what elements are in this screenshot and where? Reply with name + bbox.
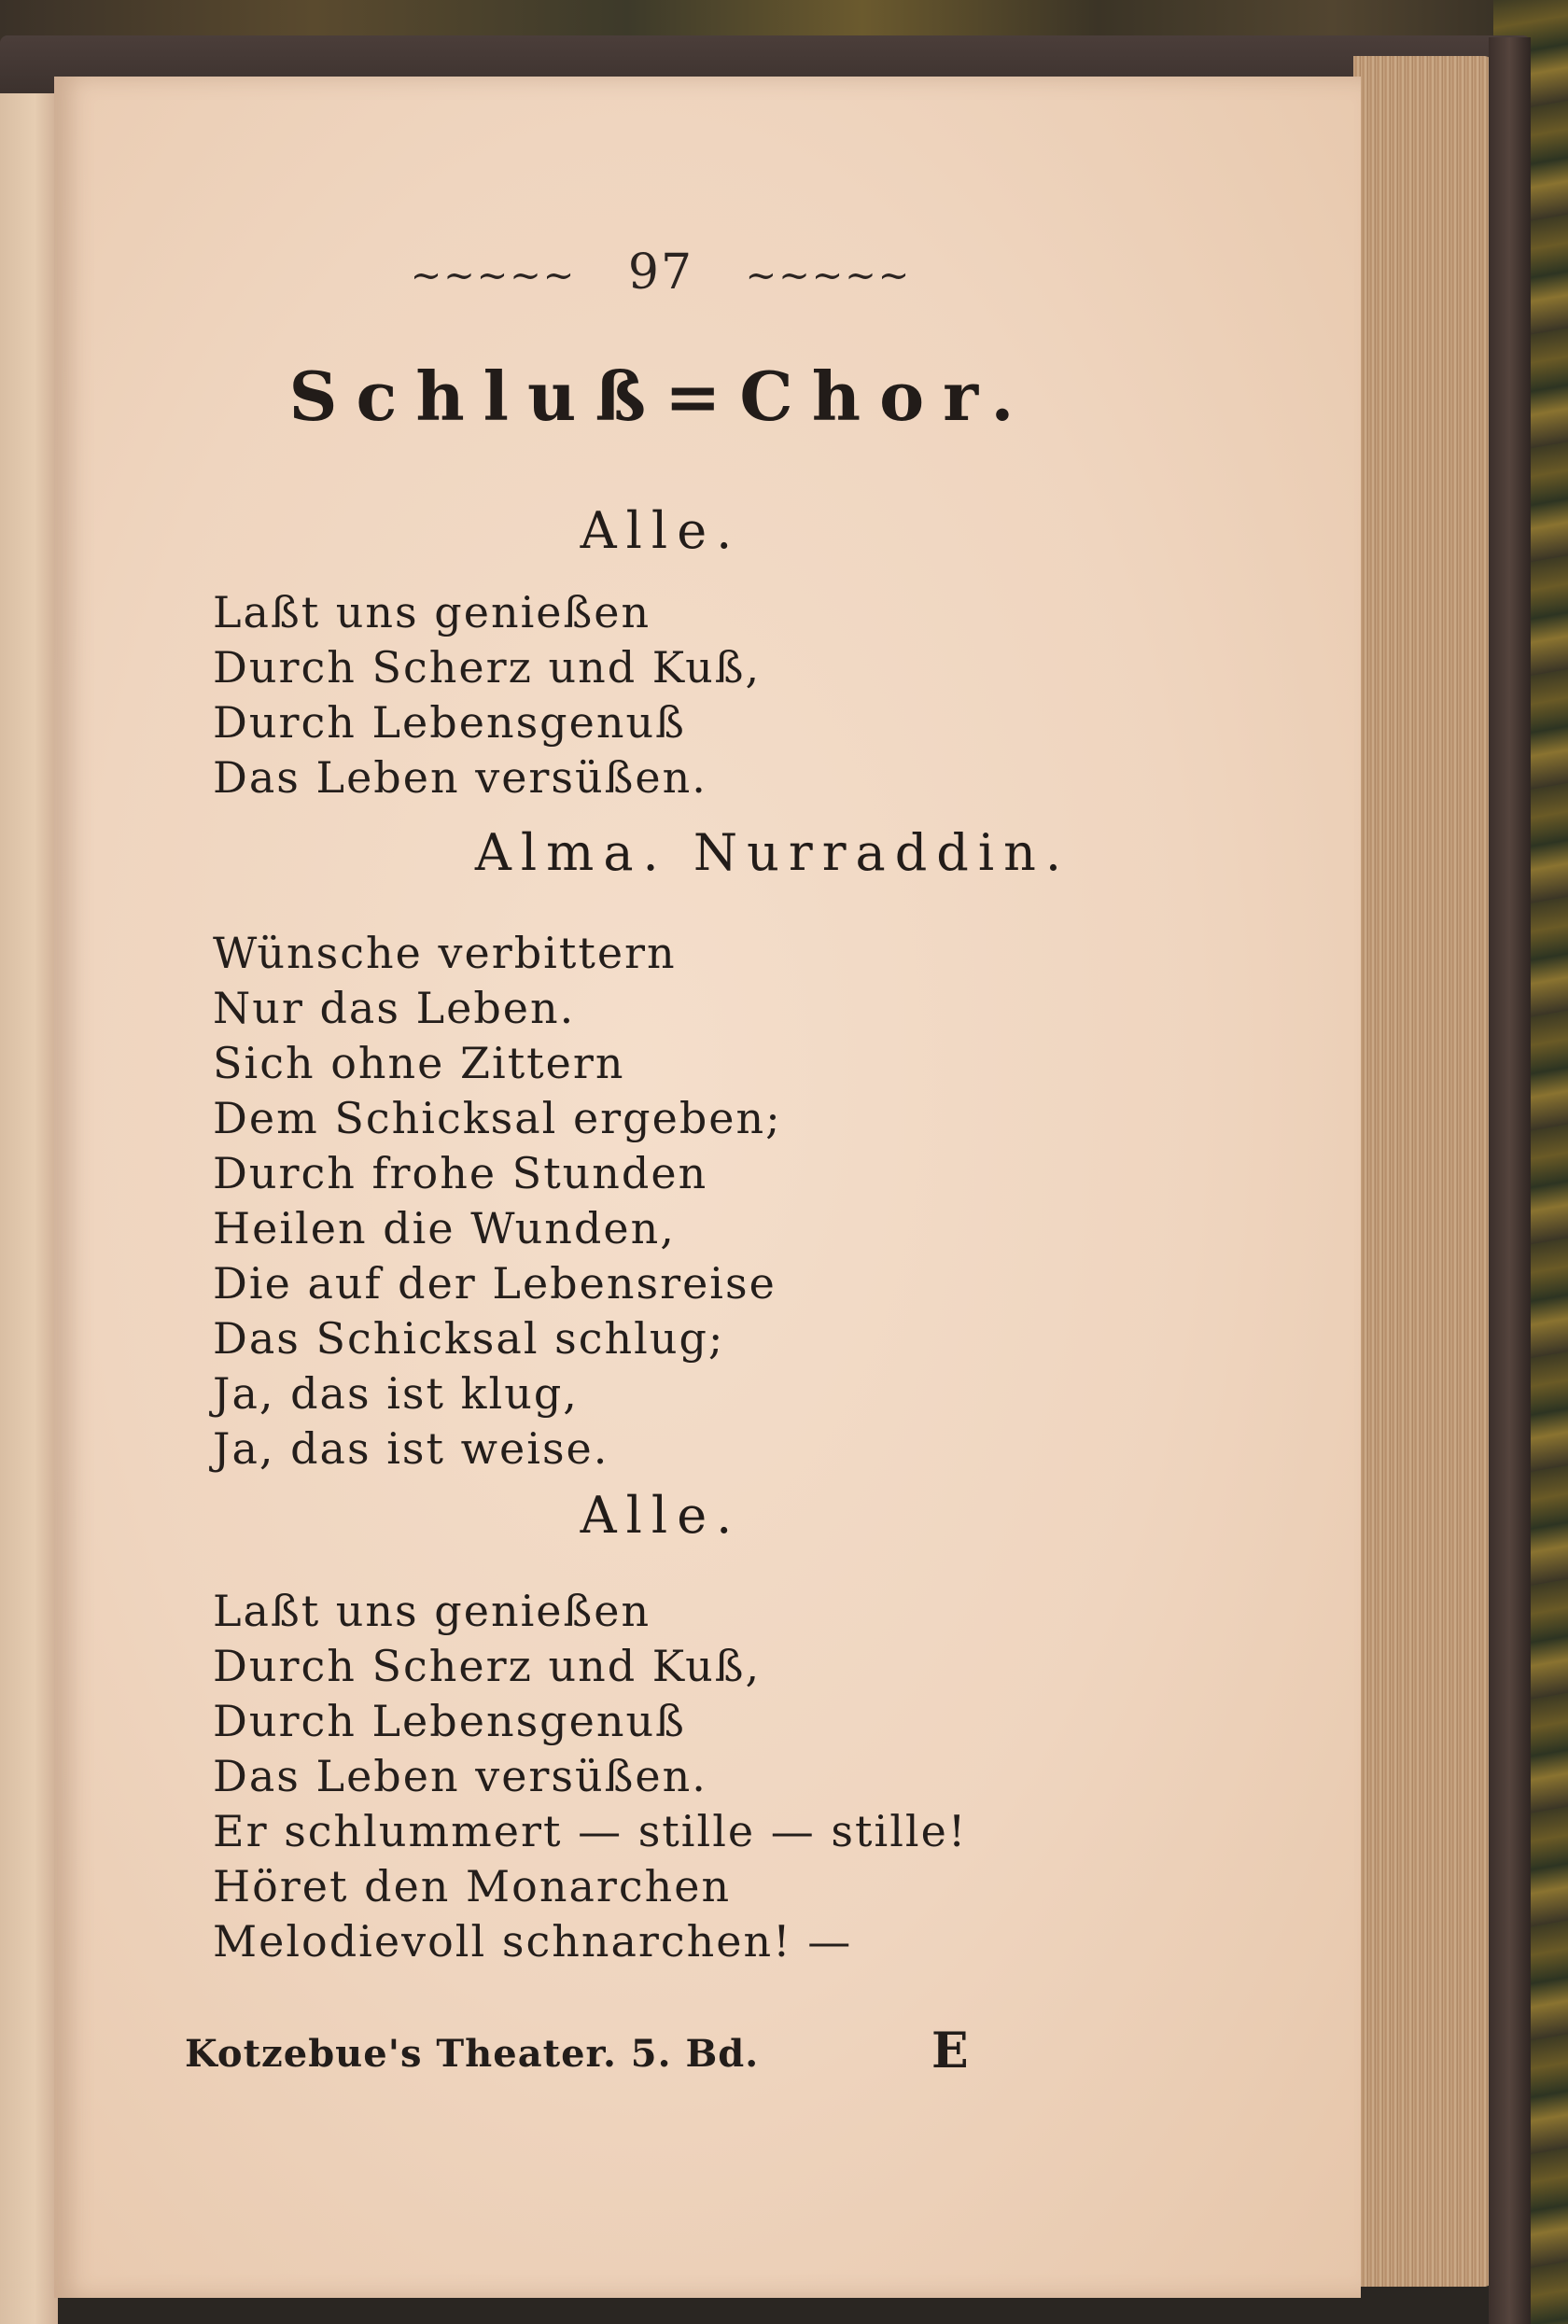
verse-line: Ja, das ist klug, (213, 1368, 579, 1419)
verse-line: Die auf der Lebensreise (213, 1258, 777, 1309)
page-number: 97 (627, 245, 694, 301)
verse-line: Ja, das ist weise. (213, 1423, 609, 1474)
speaker-heading: Alma. Nurraddin. (474, 823, 1071, 882)
verse-block (213, 1584, 967, 1969)
verse-line: Heilen die Wunden, (213, 1203, 676, 1253)
verse-line: Das Leben versüßen. (213, 1751, 707, 1801)
verse-line: Durch Lebensgenuß (213, 697, 686, 748)
speaker-heading: Alle. (580, 501, 742, 560)
verse-line: Nur das Leben. (213, 983, 576, 1033)
ornament-right: ~~~~~ (745, 254, 912, 298)
verse-line: Sich ohne Zittern (213, 1038, 625, 1088)
page-header (54, 245, 1267, 301)
verse-line: Höret den Monarchen (213, 1861, 732, 1911)
section-title: Schluß=Chor. (288, 357, 1033, 436)
ornament-left: ~~~~~ (410, 254, 577, 298)
verse-line: Laßt uns genießen (213, 587, 651, 637)
verse-line: Durch Scherz und Kuß, (213, 1641, 762, 1691)
verse-line: Das Leben versüßen. (213, 752, 707, 803)
verse-block (213, 585, 761, 805)
verse-line: Melodievoll schnarchen! — (213, 1916, 853, 1967)
page-block-edges (1353, 56, 1493, 2287)
verse-line: Laßt uns genießen (213, 1586, 651, 1636)
printer-signature-line: Kotzebue's Theater. 5. Bd. (185, 2032, 760, 2076)
facing-page-edge (0, 93, 58, 2324)
verse-line: Dem Schicksal ergeben; (213, 1093, 782, 1143)
verse-line: Er schlummert — stille — stille! (213, 1806, 968, 1856)
book-cover-right (1489, 37, 1531, 2324)
verse-line: Durch Lebensgenuß (213, 1696, 686, 1746)
verse-block (213, 926, 782, 1477)
book-page (54, 77, 1361, 2298)
verse-line: Wünsche verbittern (213, 928, 677, 978)
verse-line: Durch Scherz und Kuß, (213, 642, 762, 693)
verse-line: Das Schicksal schlug; (213, 1313, 725, 1364)
verse-line: Durch frohe Stunden (213, 1148, 708, 1198)
gathering-mark: E (931, 2023, 969, 2079)
speaker-heading: Alle. (580, 1486, 742, 1545)
